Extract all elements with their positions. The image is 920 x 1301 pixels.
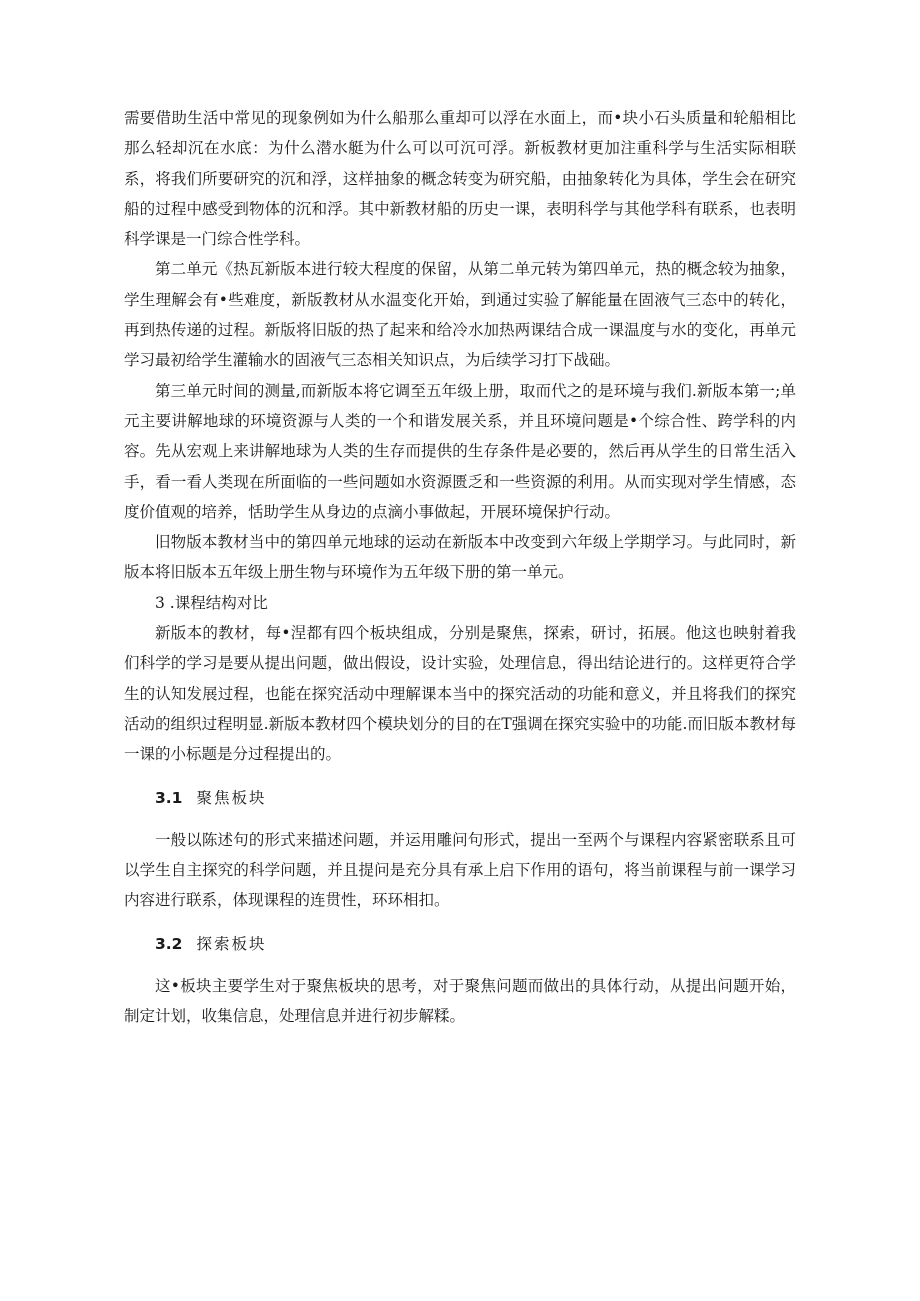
spacer (124, 770, 796, 783)
spacer (124, 813, 796, 825)
paragraph-focus-section: 一般以陈述句的形式来描述问题，并运用雕问句形式，提出一至两个与课程内容紧密联系且可以学生自主探究的科学问题，并且提问是充分具有承上启下作用的语句，将当前课程与前一课学习内容进行联系，体现课程的连贯性，环环相扣。 (124, 830, 796, 910)
subsection-heading-focus (124, 783, 796, 813)
section-heading-course-structure: 3 .课程结构对比 (155, 593, 268, 612)
subsection-title: 探索板块 (196, 934, 267, 953)
paragraph-unit-four-earth: 旧物版本教材当中的第四单元地球的运动在新版本中改变到六年级上学期学习。与此同时，新版本将旧版本五年级上册生物与环境作为五年级下册的第一单元。 (124, 533, 796, 582)
subsection-number: 3.1 (155, 788, 183, 807)
paragraph-unit-two-heat: 第二单元《热瓦新版本进行较大程度的保留，从第二单元转为第四单元，热的概念较为抽象，学生理解会有•些难度，新版教材从水温变化开始，到通过实验了解能量在固液气三态中的转化，再到热传递的过程。新版将旧版的热了起来和给冷水加热两课结合成一课温度与水的变化，再单元学习最初给学生灌输水的固液气三态相关知识点，为后续学习打下战础。 (124, 260, 796, 370)
subsection-title: 聚焦板块 (196, 788, 267, 807)
spacer (124, 916, 796, 929)
paragraph-course-structure: 新版本的教材，每•涅都有四个板块组成，分别是聚焦，探索，研讨，拓展。他这也映射着我们科学的学习是要从提出问题，做出假设，设计实验，处理信息，得出结论进行的。这样更符合学生的认知发展过程，也能在探究活动中理解课本当中的探究活动的功能和意义，并且将我们的探究活动的组织过程明显.新版本教材四个模块划分的目的在T强调在探究实验中的功能.而旧版本教材每一课的小标题是分过程提出的。 (124, 624, 796, 764)
document-body (124, 103, 796, 1032)
subsection-number: 3.2 (155, 934, 183, 953)
paragraph-explore-section: 这•板块主要学生对于聚焦板块的思考，对于聚焦问题而做出的具体行动，从提出问题开始，制定计划，收集信息，处理信息并进行初步解糅。 (124, 977, 796, 1026)
paragraph-sinking-floating: 需要借助生活中常见的现象例如为什么船那么重却可以浮在水面上，而•块小石头质量和轮船相比那么轻却沉在水底：为什么潜水艇为什么可以可沉可浮。新板教材更加注重科学与生活实际相联系，将我们所要研究的沉和浮，这样抽象的概念转变为研究船，由抽象转化为具体，学生会在研究船的过程中感受到物体的沉和浮。其中新教材船的历史一课，表明科学与其他学科有联系，也表明科学课是一门综合性学科。 (124, 109, 796, 249)
subsection-heading-explore (124, 929, 796, 959)
spacer (124, 959, 796, 971)
paragraph-unit-three-environment: 第三单元时间的测量,而新版本将它调至五年级上册，取而代之的是环境与我们.新版本第一;单元主要讲解地球的环境资源与人类的一个和谐发展关系，并且环境问题是•个综合性、跨学科的内容。先从宏观上来讲解地球为人类的生存而提供的生存条件是必要的，然后再从学生的日常生活入手，看一看人类现在所面临的一些问题如水资源匮乏和一些资源的利用。从而实现对学生情感，态度价值观的培养，恬助学生从身边的点滴小事做起，开展环境保护行动。 (124, 381, 796, 521)
